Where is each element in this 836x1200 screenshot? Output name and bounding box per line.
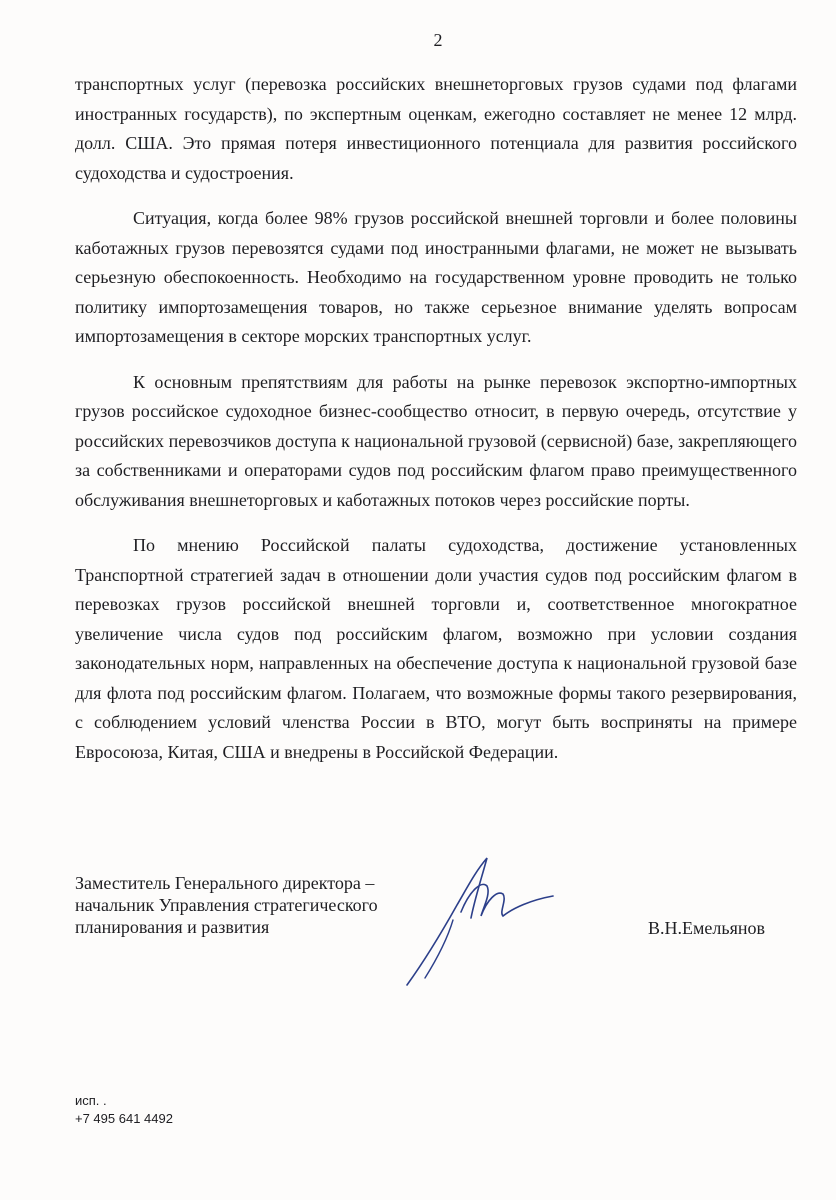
handwritten-signature <box>395 850 565 990</box>
executor-label: исп. . <box>75 1093 107 1108</box>
paragraph-1: транспортных услуг (перевозка российских внешнеторговых грузов судами под флагами иностранных государств), по экспертным оценкам, ежегодно составляет не менее 12 млрд. долл. США. Это прямая потеря инвестиционного потенциала для развития российского судоходства и судостроения. <box>75 74 797 183</box>
executor-phone: +7 495 641 4492 <box>75 1111 173 1126</box>
document-footer <box>75 1092 173 1128</box>
signature-stroke <box>425 920 453 978</box>
signatory-name: В.Н.Емельянов <box>648 918 765 938</box>
signature-stroke <box>407 858 487 985</box>
paragraph-3: К основным препятствиям для работы на рынке перевозок экспортно-импортных грузов российское судоходное бизнес-сообщество относит, в первую очередь, отсутствие у российских перевозчиков доступа к национальной грузовой (сервисной) базе, закрепляющего за собственниками и операторами судов под российским флагом право преимущественного обслуживания внешнеторговых и каботажных потоков через российские порты. <box>75 371 797 510</box>
signatory-title <box>75 872 378 938</box>
signatory-title-line-1: Заместитель Генерального директора – <box>75 873 375 893</box>
signatory-title-line-2: начальник Управления стратегического <box>75 895 378 915</box>
page-number: 2 <box>433 30 443 50</box>
signatory-title-line-3: планирования и развития <box>75 917 270 937</box>
paragraph-4: По мнению Российской палаты судоходства, достижение установленных Транспортной стратегией задач в отношении доли участия судов под российским флагом в перевозках грузов российской внешней торговли и, соответственное многократное увеличение числа судов под российским флагом, возможно при условии создания законодательных норм, направленных на обеспечение доступа к национальной грузовой базе для флота под российским флагом. Полагаем, что возможные формы такого резервирования, с соблюдением условий членства России в ВТО, могут быть восприняты на примере Евросоюза, Китая, США и внедрены в Российской Федерации. <box>75 535 797 762</box>
paragraph-2: Ситуация, когда более 98% грузов российской внешней торговли и более половины каботажных грузов перевозятся судами под иностранными флагами, не может не вызывать серьезную обеспокоенность. Необходимо на государственном уровне проводить не только политику импортозамещения товаров, но также серьезное внимание уделять вопросам импортозамещения в секторе морских транспортных услуг. <box>75 208 797 346</box>
letter-body <box>75 70 797 783</box>
